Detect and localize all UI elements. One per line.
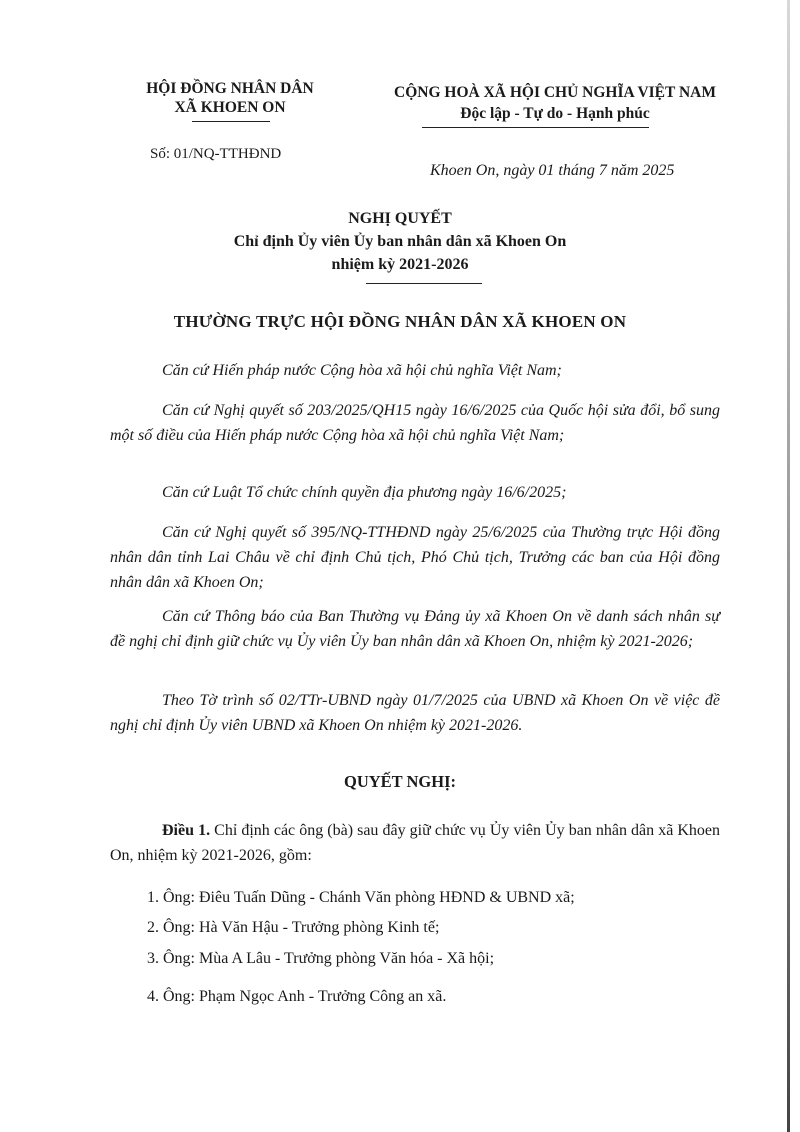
legal-basis-3: Căn cứ Luật Tổ chức chính quyền địa phương ngày 16/6/2025; [162,484,567,501]
legal-basis-6: Theo Tờ trình số 02/TTr-UBND ngày 01/7/2025 của UBND xã Khoen On về việc đề nghị chỉ định Ủy viên UBND xã Khoen On nhiệm kỳ 2021-2026. [110,692,720,734]
issuing-authority-heading: THƯỜNG TRỰC HỘI ĐỒNG NHÂN DÂN XÃ KHOEN ON [173,312,627,331]
article-1 [110,818,720,868]
document-number: Số: 01/NQ-TTHĐND [150,146,282,162]
national-motto-underline [422,127,649,128]
issuing-body-line1: HỘI ĐỒNG NHÂN DÂN [146,80,314,97]
title-underline [366,283,482,284]
article-1-text: Chỉ định các ông (bà) sau đây giữ chức vụ Ủy viên Ủy ban nhân dân xã Khoen On, nhiệm kỳ 2021-2026, gồm: [110,822,721,864]
article-1-label: Điều 1. [162,822,211,839]
document-date: Khoen On, ngày 01 tháng 7 năm 2025 [430,162,675,179]
issuing-body-line2: XÃ KHOEN ON [174,99,286,116]
legal-basis-1: Căn cứ Hiến pháp nước Cộng hòa xã hội chủ nghĩa Việt Nam; [162,362,562,379]
member-item: 2. Ông: Hà Văn Hậu - Trưởng phòng Kinh tế; [147,919,440,936]
issuing-body-underline [192,121,270,122]
member-item: 4. Ông: Phạm Ngọc Anh - Trưởng Công an xã. [147,988,447,1005]
document-subject-line1: Chỉ định Ủy viên Ủy ban nhân dân xã Khoen On [233,233,567,250]
scan-edge-shadow [787,0,790,1132]
document-type-title: NGHỊ QUYẾT [348,210,452,227]
member-item: 3. Ông: Mùa A Lâu - Trưởng phòng Văn hóa - Xã hội; [147,950,495,967]
member-item: 1. Ông: Điêu Tuấn Dũng - Chánh Văn phòng HĐND & UBND xã; [147,889,575,906]
decision-heading: QUYẾT NGHỊ: [343,772,456,791]
legal-basis-2: Căn cứ Nghị quyết số 203/2025/QH15 ngày 16/6/2025 của Quốc hội sửa đổi, bổ sung một số điều của Hiến pháp nước Cộng hòa xã hội chủ nghĩa Việt Nam; [110,402,720,444]
national-title: CỘNG HOÀ XÃ HỘI CHỦ NGHĨA VIỆT NAM [394,84,716,101]
legal-basis-5: Căn cứ Thông báo của Ban Thường vụ Đảng ủy xã Khoen On về danh sách nhân sự đề nghị chỉ định giữ chức vụ Ủy viên Ủy ban nhân dân xã Khoen On, nhiệm kỳ 2021-2026; [110,608,720,650]
legal-basis-4: Căn cứ Nghị quyết số 395/NQ-TTHĐND ngày 25/6/2025 của Thường trực Hội đồng nhân dân tỉnh Lai Châu về chỉ định Chủ tịch, Phó Chủ tịch, Trưởng các ban của Hội đồng nhân dân xã Khoen On; [110,524,720,591]
national-motto: Độc lập - Tự do - Hạnh phúc [460,105,650,122]
document-subject-line2: nhiệm kỳ 2021-2026 [331,256,469,273]
